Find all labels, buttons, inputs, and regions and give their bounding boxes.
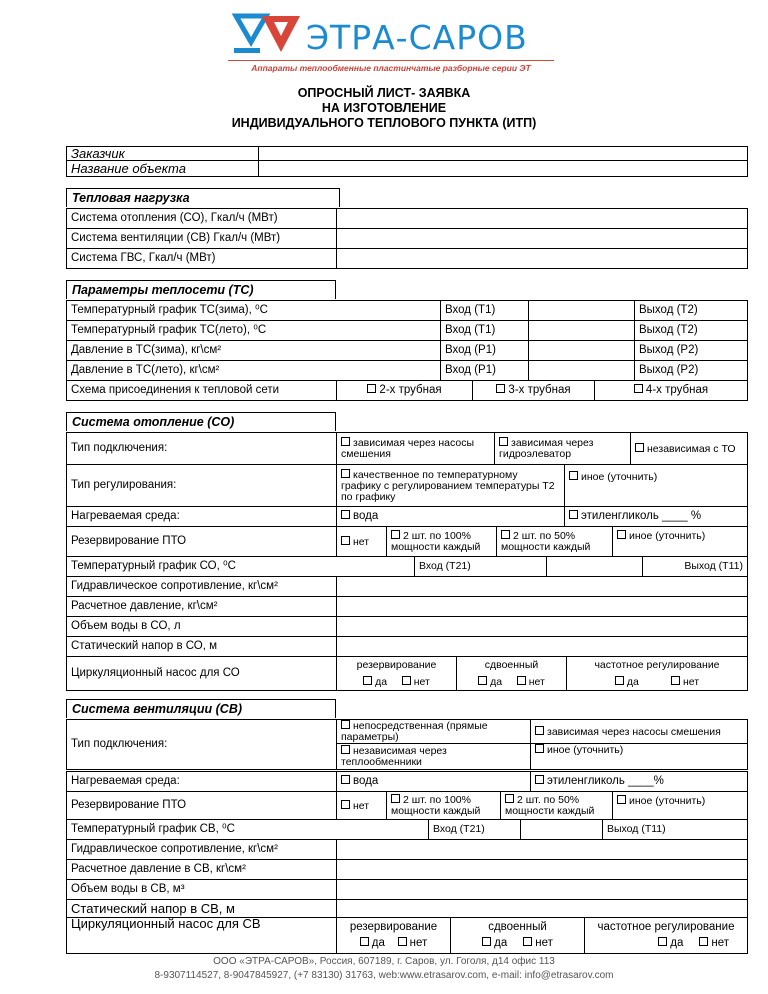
vent-param-field[interactable] [337, 860, 748, 880]
vent-pump-label: Циркуляционный насос для СВ [67, 918, 337, 954]
checkbox-icon[interactable] [341, 437, 350, 446]
checkbox-icon[interactable] [391, 794, 400, 803]
network-in-field[interactable] [529, 321, 635, 341]
brand-tagline: Аппараты теплообменные пластинчатые разборные серии ЭТ [228, 60, 554, 73]
network-in-field[interactable] [529, 341, 635, 361]
page-title [0, 86, 768, 131]
vent-reserve-option[interactable]: нет [337, 792, 387, 820]
heat-load-row-label: Система ГВС, Гкал/ч (МВт) [67, 249, 337, 269]
checkbox-icon[interactable] [482, 937, 491, 946]
checkbox-icon[interactable] [341, 536, 350, 545]
heat-load-field[interactable] [337, 209, 748, 229]
heating-reg-label: Тип регулирования: [67, 465, 337, 507]
vent-temp-in-label: Вход (Т21) [429, 820, 521, 840]
title-line-1: ОПРОСНЫЙ ЛИСТ- ЗАЯВКА [297, 86, 471, 100]
heating-reg-option[interactable]: качественное по температурному графику с регулированием температуры Т2 по графику [337, 465, 565, 507]
vent-conn-label: Тип подключения: [67, 720, 337, 770]
object-name-field[interactable] [259, 161, 748, 177]
customer-table [66, 146, 748, 177]
heating-params-table [66, 576, 748, 657]
network-table [66, 300, 748, 381]
heating-temp-table [66, 556, 748, 577]
network-out-label: Выход (Т2) [635, 301, 748, 321]
checkbox-icon[interactable] [617, 795, 626, 804]
vent-reserve-label: Резервирование ПТО [67, 792, 337, 820]
checkbox-icon[interactable] [391, 530, 400, 539]
heating-pump-label: Циркуляционный насос для СО [67, 657, 337, 691]
checkbox-icon[interactable] [341, 720, 350, 729]
scheme-option-2pipe[interactable]: 2-х трубная [337, 381, 473, 401]
heat-load-field[interactable] [337, 229, 748, 249]
checkbox-icon[interactable] [341, 510, 350, 519]
checkbox-icon[interactable] [505, 794, 514, 803]
heating-conn-option[interactable]: зависимая через насосы смешения [337, 433, 495, 465]
checkbox-icon[interactable] [341, 800, 350, 809]
checkbox-icon[interactable] [501, 530, 510, 539]
heating-param-field[interactable] [337, 577, 748, 597]
network-out-label: Выход (Т2) [635, 321, 748, 341]
checkbox-icon[interactable] [363, 676, 372, 685]
vent-pump-table [66, 917, 748, 954]
heating-pump-table [66, 656, 748, 691]
checkbox-icon[interactable] [367, 384, 376, 393]
checkbox-icon[interactable] [535, 744, 544, 753]
checkbox-icon[interactable] [360, 937, 369, 946]
heating-reserve-option[interactable]: 2 шт. по 100% мощности каждый [387, 527, 497, 557]
checkbox-icon[interactable] [569, 510, 578, 519]
heating-reg-table [66, 464, 748, 507]
vent-medium-option[interactable]: этиленгликоль ____% [531, 772, 748, 792]
vent-reserve-table [66, 791, 748, 820]
checkbox-icon[interactable] [634, 384, 643, 393]
checkbox-icon[interactable] [341, 469, 350, 478]
network-row-label: Температурный график ТС(зима), ⁰С [67, 301, 441, 321]
vent-pump-dual: сдвоенный да нет [451, 918, 585, 954]
vent-temp-table [66, 819, 748, 840]
vent-reserve-option[interactable]: иное (уточнить) [613, 792, 748, 820]
heating-medium-option[interactable]: этиленгликоль ____ % [565, 507, 748, 527]
heating-param-label: Гидравлическое сопротивление, кг\см² [67, 577, 337, 597]
heating-param-field[interactable] [337, 617, 748, 637]
heat-load-field[interactable] [337, 249, 748, 269]
scheme-option-3pipe[interactable]: 3-х трубная [473, 381, 595, 401]
heating-type-table [66, 432, 748, 465]
network-in-field[interactable] [529, 361, 635, 381]
vent-reserve-option[interactable]: 2 шт. по 50% мощности каждый [501, 792, 613, 820]
checkbox-icon[interactable] [535, 726, 544, 735]
network-out-label: Выход (Р2) [635, 341, 748, 361]
vent-param-field[interactable] [337, 840, 748, 860]
network-in-label: Вход (Р1) [441, 361, 529, 381]
heating-pump-dual: сдвоенный да нет [457, 657, 567, 691]
footer-address: ООО «ЭТРА-САРОВ», Россия, 607189, г. Саров, ул. Гоголя, д14 офис 113 [213, 956, 555, 967]
network-in-label: Вход (Т1) [441, 301, 529, 321]
heating-conn-option[interactable]: зависимая через гидроэлеватор [495, 433, 631, 465]
vent-param-field[interactable] [337, 880, 748, 900]
heat-load-section-title: Тепловая нагрузка [66, 188, 340, 207]
network-out-label: Выход (Р2) [635, 361, 748, 381]
checkbox-icon[interactable] [635, 443, 644, 452]
vent-static-field[interactable] [337, 899, 748, 917]
vent-param-label: Расчетное давление в СВ, кг\см² [67, 860, 337, 880]
logo-mark-icon [232, 12, 304, 60]
network-row-label: Давление в ТС(лето), кг\см² [67, 361, 441, 381]
heating-reserve-option[interactable]: иное (уточнить) [613, 527, 748, 557]
heating-section-title: Система отопление (СО) [66, 412, 336, 431]
vent-conn-option[interactable]: непосредственная (прямые параметры) [337, 720, 531, 744]
vent-conn-option[interactable]: независимая через теплообменники [337, 744, 531, 770]
title-line-3: ИНДИВИДУАЛЬНОГО ТЕПЛОВОГО ПУНКТА (ИТП) [231, 116, 537, 130]
heat-load-row-label: Система отопления (СО), Гкал/ч (МВт) [67, 209, 337, 229]
heating-param-label: Объем воды в СО, л [67, 617, 337, 637]
heat-load-row-label: Система вентиляции (СВ) Гкал/ч (МВт) [67, 229, 337, 249]
heating-conn-label: Тип подключения: [67, 433, 337, 465]
company-logo [232, 10, 552, 72]
vent-temp-out-label: Выход (Т11) [603, 820, 748, 840]
heating-param-label: Статический напор в СО, м [67, 637, 337, 657]
network-row-label: Давление в ТС(зима), кг\см² [67, 341, 441, 361]
heating-param-label: Расчетное давление, кг\см² [67, 597, 337, 617]
heating-reserve-option[interactable]: 2 шт. по 50% мощности каждый [497, 527, 613, 557]
heating-temp-in-field[interactable] [547, 557, 643, 577]
checkbox-icon[interactable] [523, 937, 532, 946]
heating-reserve-option[interactable]: нет [337, 527, 387, 557]
vent-param-label: Гидравлическое сопротивление, кг\см² [67, 840, 337, 860]
footer [0, 955, 768, 983]
checkbox-icon[interactable] [699, 937, 708, 946]
vent-conn-option[interactable]: зависимая через насосы смешения [531, 720, 748, 744]
scheme-option-4pipe[interactable]: 4-х трубная [595, 381, 748, 401]
vent-medium-table [66, 771, 748, 792]
checkbox-icon[interactable] [402, 676, 411, 685]
checkbox-icon[interactable] [478, 676, 487, 685]
checkbox-icon[interactable] [658, 937, 667, 946]
checkbox-icon[interactable] [615, 676, 624, 685]
heat-load-table [66, 208, 748, 269]
heating-param-field[interactable] [337, 637, 748, 657]
vent-static-table [66, 899, 748, 917]
scheme-label: Схема присоединения к тепловой сети [67, 381, 337, 401]
vent-type-table [66, 719, 748, 770]
object-name-label: Название объекта [67, 161, 259, 177]
checkbox-icon[interactable] [617, 530, 626, 539]
footer-contacts: 8-9307114527, 8-9047845927, (+7 83130) 31763, web:www.etrasarov.com, e-mail: info@etrasarov.com [154, 970, 614, 981]
network-in-label: Вход (Р1) [441, 341, 529, 361]
heating-reserve-label: Резервирование ПТО [67, 527, 337, 557]
heating-temp-out-label: Выход (Т11) [643, 557, 748, 577]
checkbox-icon[interactable] [341, 775, 350, 784]
heating-pump-reserve: резервирование да нет [337, 657, 457, 691]
vent-param-label: Объем воды в СВ, м³ [67, 880, 337, 900]
ventilation-section-title: Система вентиляции (СВ) [66, 699, 336, 718]
heating-temp-in-label: Вход (Т21) [415, 557, 547, 577]
vent-static-label: Статический напор в СВ, м [67, 899, 337, 917]
heating-conn-option[interactable]: независимая с ТО [631, 433, 748, 465]
checkbox-icon[interactable] [341, 745, 350, 754]
network-in-field[interactable] [529, 301, 635, 321]
checkbox-icon[interactable] [569, 471, 578, 480]
network-scheme-table [66, 380, 748, 401]
heating-medium-option[interactable]: вода [337, 507, 565, 527]
checkbox-icon[interactable] [535, 775, 544, 784]
heating-medium-label: Нагреваемая среда: [67, 507, 337, 527]
vent-temp-in-field[interactable] [521, 820, 603, 840]
heating-temp-label: Температурный график СО, ⁰С [67, 557, 415, 577]
vent-temp-label: Температурный график СВ, ⁰С [67, 820, 429, 840]
heating-medium-table [66, 506, 748, 527]
heating-reserve-table [66, 526, 748, 557]
customer-field[interactable] [259, 147, 748, 161]
network-section-title: Параметры теплосети (ТС) [66, 280, 336, 299]
heating-param-field[interactable] [337, 597, 748, 617]
heating-reg-option[interactable]: иное (уточнить) [565, 465, 748, 507]
customer-label: Заказчик [67, 147, 259, 161]
title-line-2: НА ИЗГОТОВЛЕНИЕ [321, 101, 447, 115]
checkbox-icon[interactable] [517, 676, 526, 685]
checkbox-icon[interactable] [398, 937, 407, 946]
vent-reserve-option[interactable]: 2 шт. по 100% мощности каждый [387, 792, 501, 820]
vent-pump-reserve: резервирование да нет [337, 918, 451, 954]
heating-pump-freq: частотное регулирование да нет [567, 657, 748, 691]
network-in-label: Вход (Т1) [441, 321, 529, 341]
checkbox-icon[interactable] [671, 676, 680, 685]
vent-params-table [66, 839, 748, 900]
checkbox-icon[interactable] [499, 437, 508, 446]
vent-medium-label: Нагреваемая среда: [67, 772, 337, 792]
checkbox-icon[interactable] [496, 384, 505, 393]
brand-name: ЭТРА-САРОВ [306, 18, 528, 57]
vent-medium-option[interactable]: вода [337, 772, 531, 792]
network-row-label: Температурный график ТС(лето), ⁰С [67, 321, 441, 341]
vent-conn-option[interactable]: иное (уточнить) [531, 744, 748, 770]
vent-pump-freq: частотное регулирование да нет [585, 918, 748, 954]
